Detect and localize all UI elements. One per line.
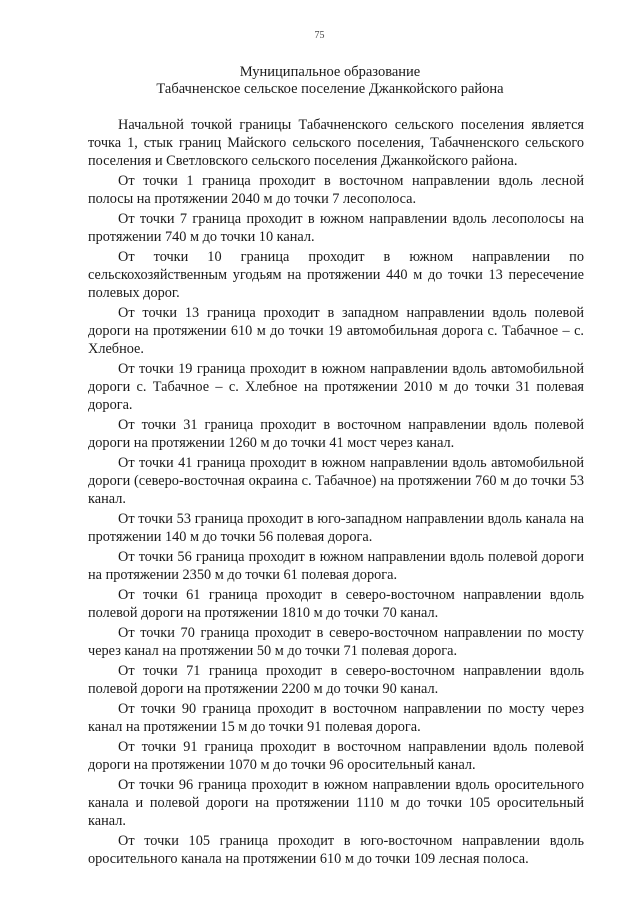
paragraph: От точки 19 граница проходит в южном направлении вдоль автомобильной дороги с. Табачное – с. Хлебное на протяжении 2010 м до точки 31 полевая дорога. [88, 361, 584, 413]
paragraph: От точки 10 граница проходит в южном направлении по сельскохозяйственным угодьям на протяжении 440 м до точки 13 пересечение полевых дорог. [88, 249, 584, 301]
paragraph: От точки 13 граница проходит в западном направлении вдоль полевой дороги на протяжении 610 м до точки 19 автомобильная дорога с. Табачное – с. Хлебное. [88, 305, 584, 357]
paragraph: От точки 61 граница проходит в северо-восточном направлении вдоль полевой дороги на протяжении 1810 м до точки 70 канал. [88, 587, 584, 621]
paragraph: От точки 91 граница проходит в восточном направлении вдоль полевой дороги на протяжении 1070 м до точки 96 оросительный канал. [88, 739, 584, 773]
paragraph: От точки 1 граница проходит в восточном направлении вдоль лесной полосы на протяжении 2040 м до точки 7 лесополоса. [88, 173, 584, 207]
paragraph: От точки 53 граница проходит в юго-западном направлении вдоль канала на протяжении 140 м до точки 56 полевая дорога. [88, 511, 584, 545]
paragraph: От точки 105 граница проходит в юго-восточном направлении вдоль оросительного канала на протяжении 610 м до точки 109 лесная полоса. [88, 833, 584, 867]
document-body [88, 116, 584, 870]
paragraph: От точки 31 граница проходит в восточном направлении вдоль полевой дороги на протяжении 1260 м до точки 41 мост через канал. [88, 417, 584, 451]
paragraph: От точки 41 граница проходит в южном направлении вдоль автомобильной дороги (северо-восточная окраина с. Табачное) на протяжении 760 м до точки 53 канал. [88, 455, 584, 507]
paragraph: Начальной точкой границы Табачненского сельского поселения является точка 1, стык границ Майского сельского поселения, Табачненского сельского поселения и Светловского сельского поселения Джанкойского района. [88, 117, 584, 169]
paragraph: От точки 56 граница проходит в южном направлении вдоль полевой дороги на протяжении 2350 м до точки 61 полевая дорога. [88, 549, 584, 583]
heading-line-2: Табачненское сельское поселение Джанкойского района [156, 81, 504, 97]
document-heading [80, 64, 580, 98]
paragraph: От точки 7 граница проходит в южном направлении вдоль лесополосы на протяжении 740 м до точки 10 канал. [88, 211, 584, 245]
paragraph: От точки 70 граница проходит в северо-восточном направлении по мосту через канал на протяжении 50 м до точки 71 полевая дорога. [88, 625, 584, 659]
paragraph: От точки 90 граница проходит в восточном направлении по мосту через канал на протяжении 15 м до точки 91 полевая дорога. [88, 701, 584, 735]
heading-line-1: Муниципальное образование [239, 64, 421, 80]
page-number: 75 [314, 30, 325, 41]
paragraph: От точки 96 граница проходит в южном направлении вдоль оросительного канала и полевой дороги на протяжении 1110 м до точки 105 оросительный канал. [88, 777, 584, 829]
paragraph: От точки 71 граница проходит в северо-восточном направлении вдоль полевой дороги на протяжении 2200 м до точки 90 канал. [88, 663, 584, 697]
